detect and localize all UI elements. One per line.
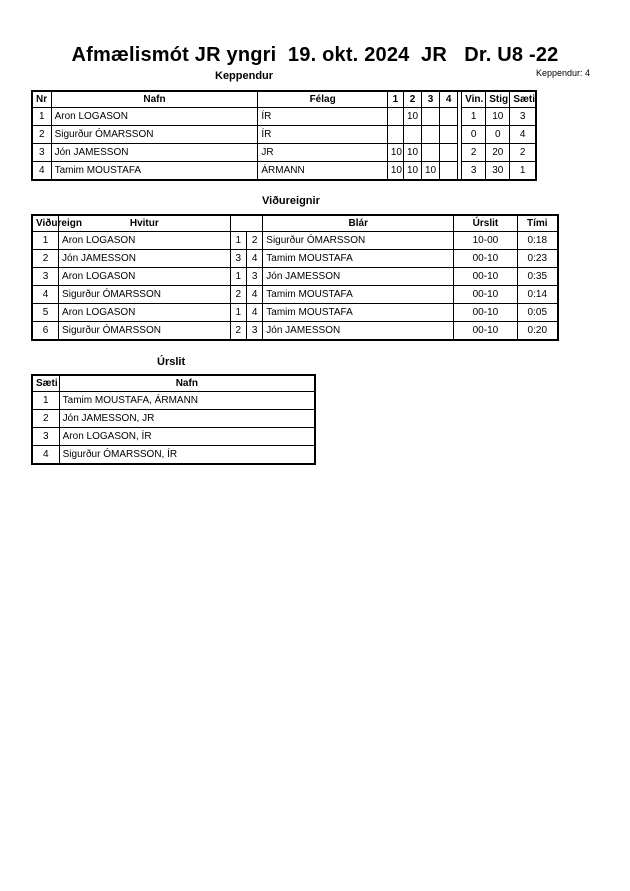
match-no: 3 xyxy=(32,268,59,286)
player-r3 xyxy=(422,126,440,144)
result-name: Sigurður ÓMARSSON, ÍR xyxy=(59,446,315,465)
table-row xyxy=(32,322,558,341)
col-name: Nafn xyxy=(59,375,315,392)
player-place: 3 xyxy=(510,108,536,126)
match-blue-nr: 2 xyxy=(246,232,262,250)
col-points: Stig xyxy=(486,91,510,108)
table-row xyxy=(32,250,558,268)
results-heading: Úrslit xyxy=(157,356,186,368)
player-wins: 0 xyxy=(462,126,486,144)
player-nr: 3 xyxy=(32,144,51,162)
table-row xyxy=(32,446,315,465)
col-time: Tími xyxy=(517,215,558,232)
col-place: Sæti xyxy=(510,91,536,108)
col-match-no: Viðureign xyxy=(32,215,59,232)
player-r4 xyxy=(440,162,458,181)
match-time: 0:14 xyxy=(517,286,558,304)
match-time: 0:18 xyxy=(517,232,558,250)
player-r3 xyxy=(422,144,440,162)
player-nr: 1 xyxy=(32,108,51,126)
match-white: Aron LOGASON xyxy=(59,304,231,322)
player-points: 30 xyxy=(486,162,510,181)
match-white: Sigurður ÓMARSSON xyxy=(59,286,231,304)
player-wins: 3 xyxy=(462,162,486,181)
match-result: 00-10 xyxy=(454,268,517,286)
match-white: Jón JAMESSON xyxy=(59,250,231,268)
match-white-nr: 1 xyxy=(230,232,246,250)
player-r2: 10 xyxy=(403,144,421,162)
table-row xyxy=(32,410,315,428)
col-blue: Blár xyxy=(263,215,454,232)
match-time: 0:35 xyxy=(517,268,558,286)
player-points: 20 xyxy=(486,144,510,162)
col-round-1: 1 xyxy=(387,91,403,108)
player-nr: 2 xyxy=(32,126,51,144)
player-r1: 10 xyxy=(387,162,403,181)
page-title: Afmælismót JR yngri 19. okt. 2024 JR Dr. U8 -22 xyxy=(71,44,559,66)
players-count: Keppendur: 4 xyxy=(536,68,591,78)
result-name: Jón JAMESSON, JR xyxy=(59,410,315,428)
player-name: Tamim MOUSTAFA xyxy=(51,162,258,181)
match-time: 0:05 xyxy=(517,304,558,322)
player-club: ÍR xyxy=(258,108,388,126)
match-white: Aron LOGASON xyxy=(59,232,231,250)
player-r1 xyxy=(387,108,403,126)
match-no: 5 xyxy=(32,304,59,322)
result-place: 4 xyxy=(32,446,59,465)
match-white: Sigurður ÓMARSSON xyxy=(59,322,231,341)
table-row xyxy=(32,286,558,304)
match-blue-nr: 4 xyxy=(246,250,262,268)
table-row xyxy=(32,144,536,162)
player-r4 xyxy=(440,108,458,126)
player-name: Jón JAMESSON xyxy=(51,144,258,162)
match-no: 6 xyxy=(32,322,59,341)
player-r1: 10 xyxy=(387,144,403,162)
col-name: Nafn xyxy=(51,91,258,108)
player-r2: 10 xyxy=(403,162,421,181)
result-name: Aron LOGASON, ÍR xyxy=(59,428,315,446)
player-place: 2 xyxy=(510,144,536,162)
match-result: 00-10 xyxy=(454,286,517,304)
player-r4 xyxy=(440,126,458,144)
players-header-row xyxy=(32,91,536,108)
match-blue: Jón JAMESSON xyxy=(263,268,454,286)
col-round-3: 3 xyxy=(422,91,440,108)
col-pairing xyxy=(230,215,263,232)
match-white-nr: 2 xyxy=(230,286,246,304)
player-name: Sigurður ÓMARSSON xyxy=(51,126,258,144)
player-wins: 1 xyxy=(462,108,486,126)
matches-header-row xyxy=(32,215,558,232)
col-round-2: 2 xyxy=(403,91,421,108)
match-blue-nr: 3 xyxy=(246,322,262,341)
players-table xyxy=(31,90,537,181)
table-row xyxy=(32,126,536,144)
match-no: 4 xyxy=(32,286,59,304)
table-row xyxy=(32,108,536,126)
match-white-nr: 2 xyxy=(230,322,246,341)
matches-table xyxy=(31,214,559,341)
player-points: 10 xyxy=(486,108,510,126)
match-result: 00-10 xyxy=(454,250,517,268)
match-blue: Tamim MOUSTAFA xyxy=(263,304,454,322)
match-result: 00-10 xyxy=(454,304,517,322)
col-result: Úrslit xyxy=(454,215,517,232)
match-white-nr: 3 xyxy=(230,250,246,268)
players-heading: Keppendur xyxy=(215,70,274,82)
player-r2: 10 xyxy=(403,108,421,126)
player-place: 4 xyxy=(510,126,536,144)
col-place: Sæti xyxy=(32,375,59,392)
result-place: 2 xyxy=(32,410,59,428)
results-table xyxy=(31,374,316,465)
results-header-row xyxy=(32,375,315,392)
player-club: ÍR xyxy=(258,126,388,144)
match-blue-nr: 4 xyxy=(246,304,262,322)
col-nr: Nr xyxy=(32,91,51,108)
player-wins: 2 xyxy=(462,144,486,162)
player-r4 xyxy=(440,144,458,162)
table-row xyxy=(32,268,558,286)
player-nr: 4 xyxy=(32,162,51,181)
player-r3 xyxy=(422,108,440,126)
match-white-nr: 1 xyxy=(230,304,246,322)
player-name: Aron LOGASON xyxy=(51,108,258,126)
col-wins: Vin. xyxy=(462,91,486,108)
match-no: 1 xyxy=(32,232,59,250)
match-no: 2 xyxy=(32,250,59,268)
table-row xyxy=(32,232,558,250)
table-row xyxy=(32,428,315,446)
result-place: 3 xyxy=(32,428,59,446)
matches-heading: Viðureignir xyxy=(262,195,320,207)
match-blue-nr: 4 xyxy=(246,286,262,304)
col-round-4: 4 xyxy=(440,91,458,108)
table-row xyxy=(32,162,536,181)
table-row xyxy=(32,392,315,410)
match-time: 0:20 xyxy=(517,322,558,341)
player-club: ÁRMANN xyxy=(258,162,388,181)
match-blue: Tamim MOUSTAFA xyxy=(263,250,454,268)
player-r3: 10 xyxy=(422,162,440,181)
player-r1 xyxy=(387,126,403,144)
player-club: JR xyxy=(258,144,388,162)
match-blue: Jón JAMESSON xyxy=(263,322,454,341)
match-time: 0:23 xyxy=(517,250,558,268)
result-place: 1 xyxy=(32,392,59,410)
match-blue: Tamim MOUSTAFA xyxy=(263,286,454,304)
player-r2 xyxy=(403,126,421,144)
match-blue-nr: 3 xyxy=(246,268,262,286)
match-result: 10-00 xyxy=(454,232,517,250)
result-name: Tamim MOUSTAFA, ÁRMANN xyxy=(59,392,315,410)
match-blue: Sigurður ÓMARSSON xyxy=(263,232,454,250)
col-white: Hvitur xyxy=(59,215,231,232)
player-points: 0 xyxy=(486,126,510,144)
match-result: 00-10 xyxy=(454,322,517,341)
table-row xyxy=(32,304,558,322)
match-white-nr: 1 xyxy=(230,268,246,286)
match-white: Aron LOGASON xyxy=(59,268,231,286)
col-club: Félag xyxy=(258,91,388,108)
player-place: 1 xyxy=(510,162,536,181)
